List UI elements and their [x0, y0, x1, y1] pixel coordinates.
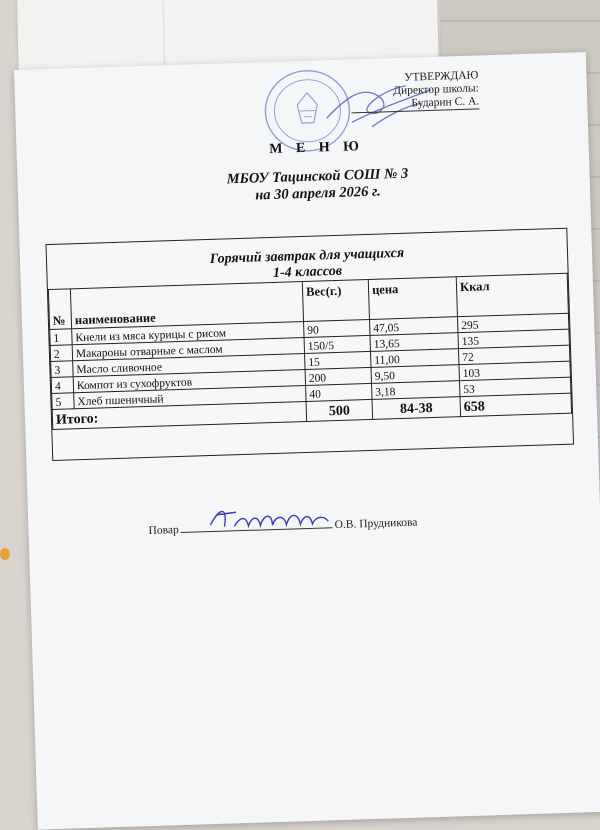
cook-label: Повар — [148, 524, 179, 537]
dish-kcal: 53 — [459, 377, 570, 396]
total-kcal: 658 — [460, 393, 572, 416]
cook-name: О.В. Прудникова — [334, 516, 418, 532]
row-number: 2 — [50, 345, 72, 362]
school-info — [17, 159, 600, 212]
row-number: 4 — [51, 377, 73, 394]
dish-name: Кнели из мяса курицы с рисом — [72, 322, 304, 345]
dish-price: 47,05 — [370, 317, 458, 336]
dish-name: Макароны отварные с маслом — [72, 338, 304, 361]
col-header-weight: Вес(г.) — [302, 279, 369, 321]
dish-name: Хлеб пшеничный — [74, 385, 306, 408]
col-header-price: цена — [368, 277, 457, 320]
dish-kcal: 103 — [459, 361, 570, 380]
dish-price: 13,65 — [370, 333, 458, 352]
approval-title: УТВЕРЖДАЮ — [404, 69, 479, 84]
col-header-number: № — [48, 289, 71, 330]
table-heading-line2: 1-4 классов — [272, 263, 343, 281]
cook-signature-line — [148, 513, 417, 537]
dish-name: Масло сливочное — [73, 354, 305, 377]
signature-line — [180, 515, 332, 533]
table-heading-line1: Горячий завтрак для учащихся — [209, 245, 405, 267]
dish-kcal: 72 — [458, 345, 569, 364]
total-price: 84-38 — [372, 397, 461, 420]
dish-price: 3,18 — [372, 381, 460, 400]
dish-price: 9,50 — [371, 365, 459, 384]
dish-price: 11,00 — [371, 349, 459, 368]
row-number: 3 — [51, 361, 73, 378]
dish-name: Компот из сухофруктов — [73, 370, 305, 393]
dish-weight: 15 — [305, 351, 371, 369]
menu-date: на 30 апреля 2026 г. — [254, 183, 382, 204]
menu-document — [14, 52, 600, 830]
approval-position: Директор школы: — [393, 82, 479, 98]
row-number: 5 — [52, 393, 74, 410]
cook-signature — [206, 499, 337, 537]
approval-block — [350, 69, 479, 113]
paper-fold — [162, 0, 166, 71]
school-name: МБОУ Тацинской СОШ № 3 — [226, 165, 409, 188]
dish-kcal: 135 — [458, 329, 569, 348]
approval-name: Бударин С. А. — [351, 95, 479, 113]
col-header-kcal: Ккал — [456, 273, 568, 316]
dish-weight: 40 — [306, 383, 372, 401]
menu-table — [48, 273, 572, 430]
col-header-name: наименование — [70, 282, 303, 329]
dish-weight: 200 — [305, 367, 371, 385]
total-label: Итого: — [52, 401, 307, 429]
dish-weight: 90 — [304, 319, 370, 337]
total-weight: 500 — [306, 399, 373, 421]
orange-object — [0, 548, 10, 560]
menu-table-box — [45, 228, 574, 461]
dish-weight: 150/5 — [304, 335, 370, 353]
dish-kcal: 295 — [457, 313, 568, 332]
page-title: М Е Н Ю — [269, 139, 365, 158]
row-number: 1 — [50, 329, 72, 346]
